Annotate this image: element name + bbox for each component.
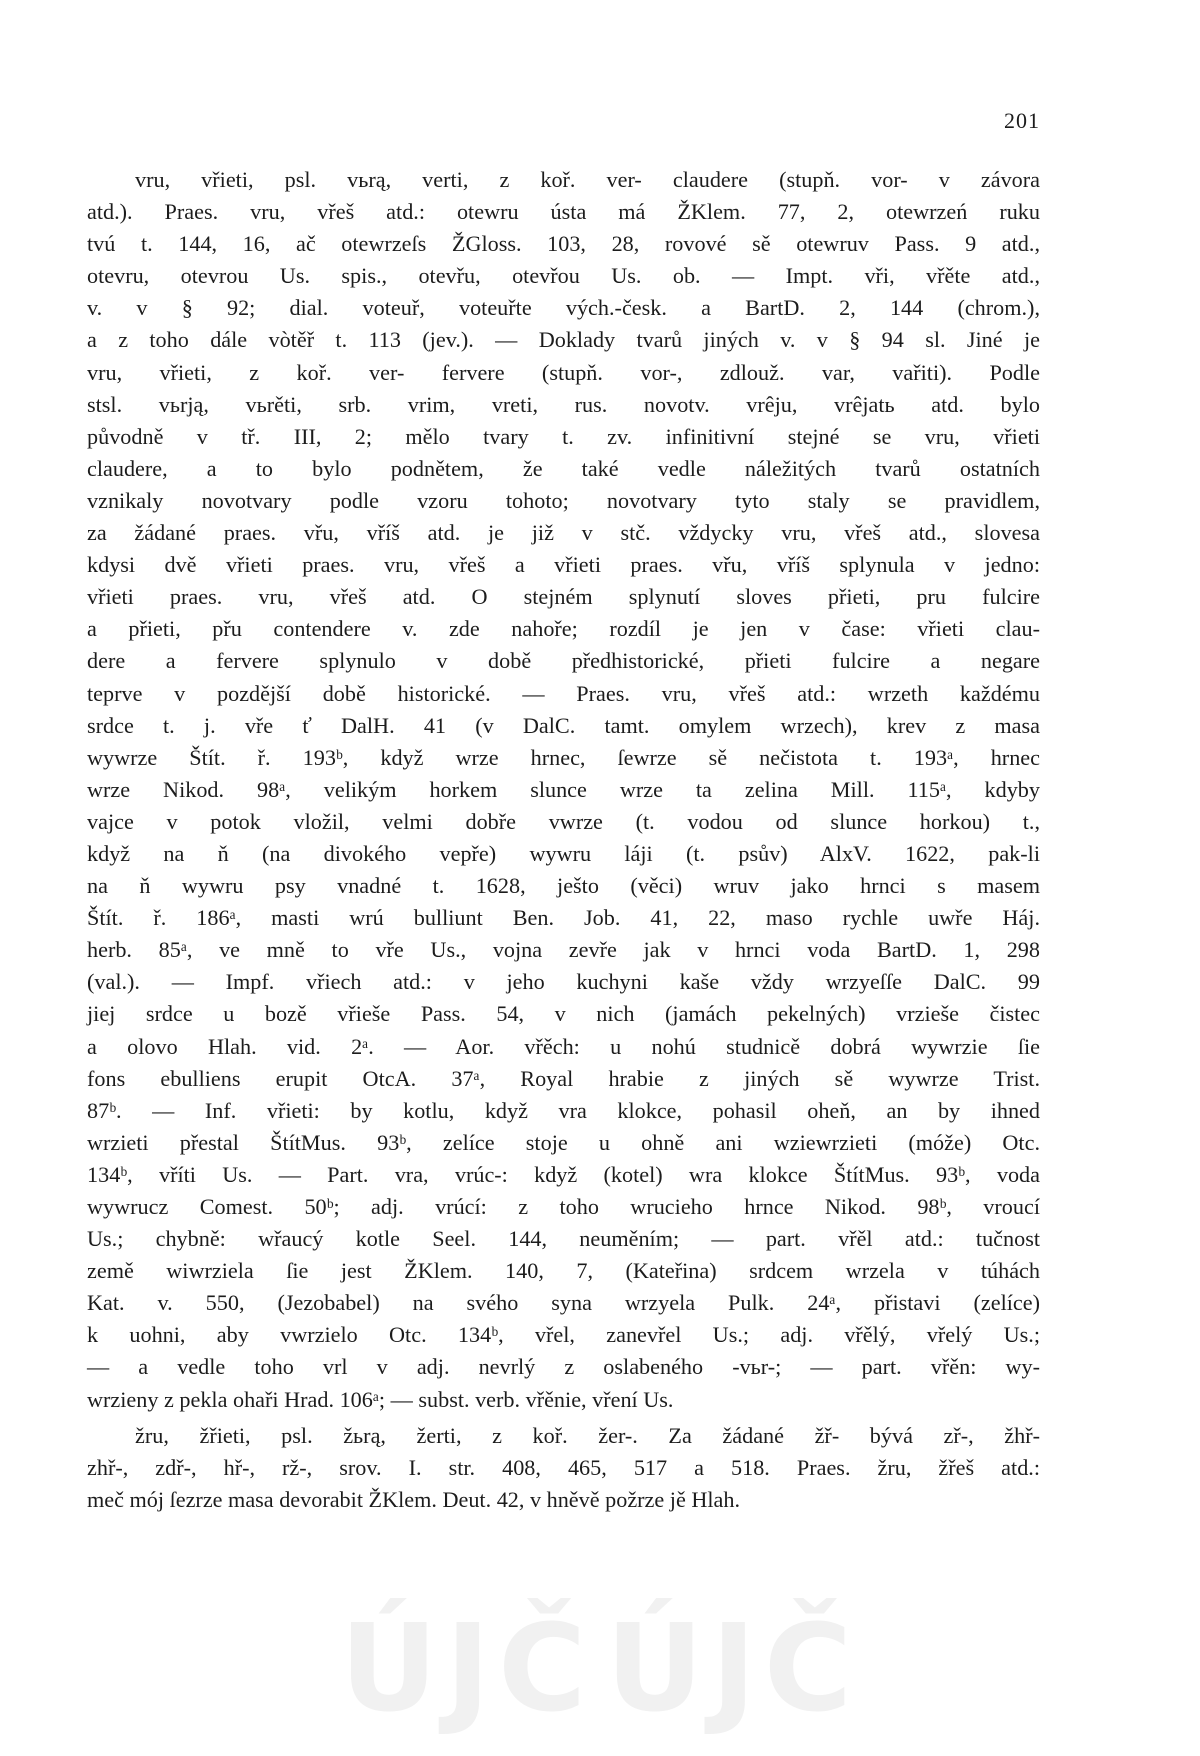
text-line: Kat. v. 550, (Jezobabel) na svého syna wrzyela Pulk. 24ᵃ, přistavi (zelíce) xyxy=(87,1290,1040,1316)
watermark-text: ÚJČ xyxy=(605,1600,860,1739)
text-line: vznikaly novotvary podle vzoru tohoto; novotvary tyto staly se pravidlem, xyxy=(87,487,1040,513)
text-line: a olovo Hlah. vid. 2ᵃ. — Aor. vřěch: u nohú studnicě dobrá wywrzie ſie xyxy=(87,1033,1040,1059)
text-line: fons ebulliens erupit OtcA. 37ᵃ, Royal hrabie z jiných sě wywrze Trist. xyxy=(87,1065,1040,1091)
text-line: vru, vřieti, z koř. ver- fervere (stupň. vor-, zdlouž. var, vařiti). Podle xyxy=(87,359,1040,385)
text-line: zhř-, zdř-, hř-, rž-, srov. I. str. 408, 465, 517 a 518. Praes. žru, žřeš atd.: xyxy=(87,1454,1040,1480)
text-line: (val.). — Impf. vřiech atd.: v jeho kuchyni kaše vždy wrzyeſſe DalC. 99 xyxy=(87,969,1040,995)
watermark-text: ÚJČ xyxy=(340,1600,595,1739)
text-line: wywrucz Comest. 50ᵇ; adj. vrúcí: z toho wrucieho hrnce Nikod. 98ᵇ, vroucí xyxy=(87,1194,1040,1219)
text-line: žru, žřieti, psl. žьrą, žerti, z koř. žer-. Za žádané žř- bývá zř-, žhř- xyxy=(135,1422,1040,1448)
text-line: v. v § 92; dial. voteuř, voteuřte vých.-česk. a BartD. 2, 144 (chrom.), xyxy=(87,295,1040,321)
text-line: vru, vřieti, psl. vьrą, verti, z koř. ver- claudere (stupň. vor- v závora xyxy=(135,167,1040,192)
text-line: 134ᵇ, vříti Us. — Part. vra, vrúc-: když (kotel) wra klokce ŠtítMus. 93ᵇ, voda xyxy=(87,1161,1040,1187)
text-line: na ň wywru psy vnadné t. 1628, ješto (věci) wruv jako hrnci s masem xyxy=(87,873,1040,899)
text-line: — a vedle toho vrl v adj. nevrlý z oslabeného -vьr-; — part. vřěn: wy- xyxy=(87,1354,1040,1380)
text-line: herb. 85ᵃ, ve mně to vře Us., vojna zevře jak v hrnci voda BartD. 1, 298 xyxy=(87,937,1040,963)
text-line: stsl. vьrją, vьrěti, srb. vrim, vreti, rus. novotv. vrêju, vrêjatь atd. bylo xyxy=(87,391,1040,417)
text-line: wrzieny z pekla ohaři Hrad. 106ᵃ; — subst. verb. vřěnie, vření Us. xyxy=(87,1386,674,1412)
text-line: wrze Nikod. 98ᵃ, velikým horkem slunce wrze ta zelina Mill. 115ᵃ, kdyby xyxy=(87,776,1040,802)
text-block xyxy=(87,164,1040,1516)
text-line: otevru, otevrou Us. spis., otevřu, otevřou Us. ob. — Impt. vři, vřěte atd., xyxy=(87,263,1040,289)
text-line: Štít. ř. 186ᵃ, masti wrú bulliunt Ben. Job. 41, 22, maso rychle uwře Háj. xyxy=(87,905,1040,931)
page-number: 201 xyxy=(1004,108,1040,133)
text-line: jiej srdce u bozě vřieše Pass. 54, v nich (jamách pekelných) vrzieše čistec xyxy=(87,1001,1040,1027)
text-line: a přieti, přu contendere v. zde nahoře; rozdíl je jen v čase: vřieti clau- xyxy=(87,616,1040,642)
text-line: claudere, a to bylo podnětem, že také vedle náležitých tvarů ostatních xyxy=(87,455,1040,481)
text-line: vajce v potok vložil, velmi dobře vwrze (t. vodou od slunce horkou) t., xyxy=(87,808,1040,834)
text-line: tvú t. 144, 16, ač otewrzeſs ŽGloss. 103, 28, rovové sě otewruv Pass. 9 atd., xyxy=(87,231,1040,257)
watermark xyxy=(340,1600,860,1750)
text-line: kdysi dvě vřieti praes. vru, vřeš a vřieti praes. vřu, vříš splynula v jedno: xyxy=(87,552,1040,578)
text-line: 87ᵇ. — Inf. vřieti: by kotlu, když vra klokce, pohasil oheň, an by ihned xyxy=(87,1097,1040,1123)
text-line: když na ň (na divokého vepře) wywru láji (t. psův) AlxV. 1622, pak-li xyxy=(87,840,1040,866)
text-line: vřieti praes. vru, vřeš atd. O stejném splynutí sloves přieti, pru fulcire xyxy=(87,584,1040,610)
text-line: původně v tř. III, 2; mělo tvary t. zv. infinitivní stejné se vru, vřieti xyxy=(87,423,1040,449)
text-line: k uohni, aby vwrzielo Otc. 134ᵇ, vřel, zanevřel Us.; adj. vřělý, vřelý Us.; xyxy=(87,1322,1040,1348)
text-line: Us.; chybně: wřaucý kotle Seel. 144, neuměním; — part. vřěl atd.: tučnost xyxy=(87,1226,1040,1252)
text-line: teprve v pozdější době historické. — Praes. vru, vřeš atd.: wrzeth každému xyxy=(87,680,1040,706)
text-line: atd.). Praes. vru, vřeš atd.: otewru ústa má ŽKlem. 77, 2, otewrzeń ruku xyxy=(87,199,1040,225)
text-line: wrzieti přestal ŠtítMus. 93ᵇ, zelíce stoje u ohně ani wziewrzieti (móže) Otc. xyxy=(87,1129,1040,1155)
text-line: za žádané praes. vřu, vříš atd. je již v stč. vždycky vru, vřeš atd., slovesa xyxy=(87,520,1040,546)
text-line: a z toho dále vòtěř t. 113 (jev.). — Doklady tvarů jiných v. v § 94 sl. Jiné je xyxy=(87,327,1040,353)
text-line: dere a fervere splynulo v době předhistorické, přieti fulcire a negare xyxy=(87,648,1040,674)
text-line: meč mój ſezrze masa devorabit ŽKlem. Deut. 42, v hněvě požrze jě Hlah. xyxy=(87,1486,741,1512)
text-line: srdce t. j. vře ť DalH. 41 (v DalC. tamt. omylem wrzech), krev z masa xyxy=(87,712,1040,738)
text-line: země wiwrziela ſie jest ŽKlem. 140, 7, (Kateřina) srdcem wrzela v túhách xyxy=(87,1258,1040,1284)
text-line: wywrze Štít. ř. 193ᵇ, když wrze hrnec, ſewrze sě nečistota t. 193ᵃ, hrnec xyxy=(87,744,1040,770)
